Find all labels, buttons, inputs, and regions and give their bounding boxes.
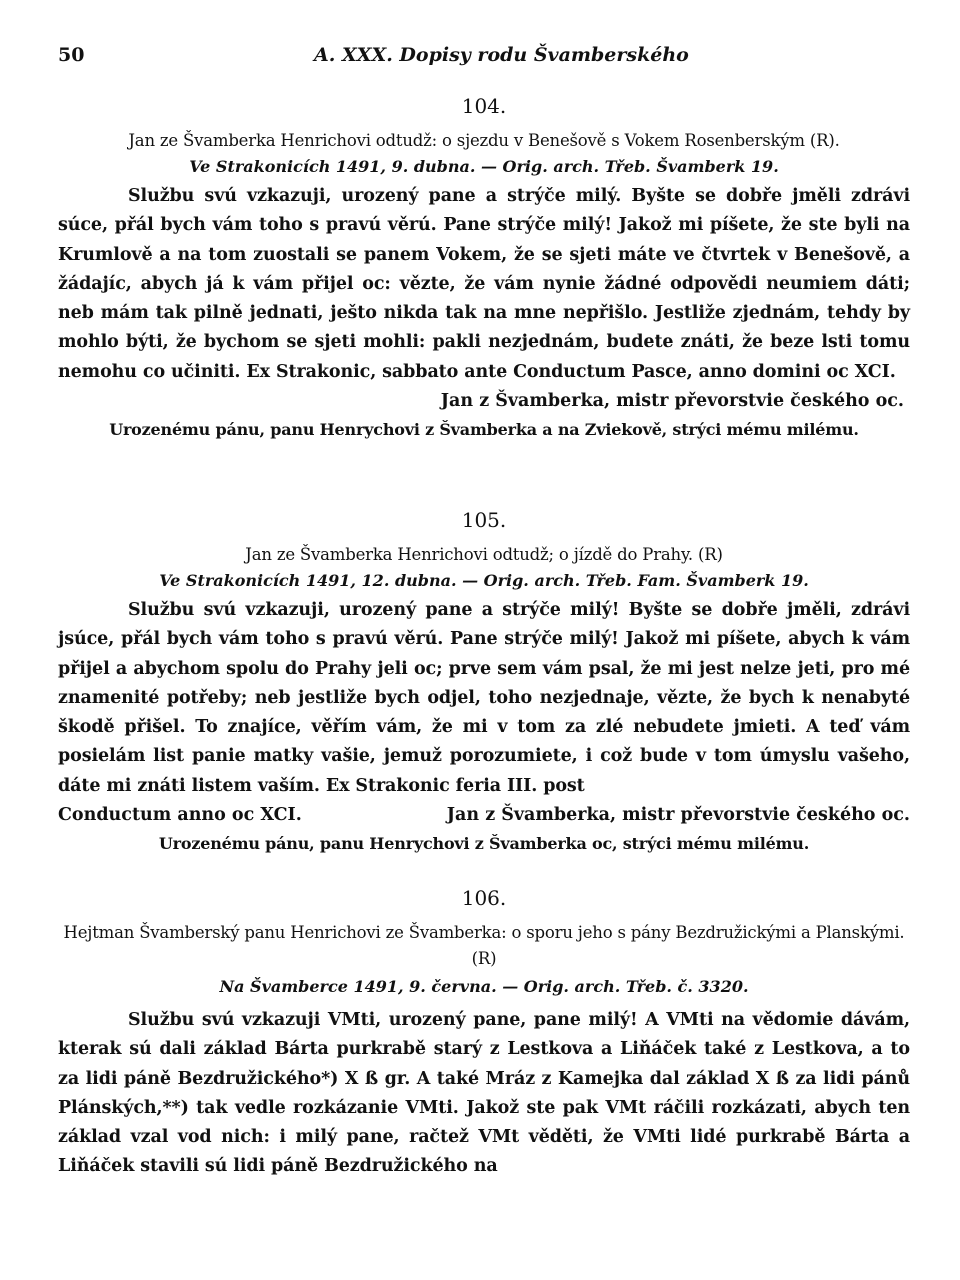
document-source: Ve Strakonicích 1491, 9. dubna. — Orig. arch. Třeb. Švamberk 19.	[189, 157, 779, 176]
paragraph: Službu svú vzkazuji, urozený pane a strýče milý. Byšte se dobře jměli zdrávi súce, přál bych vám toho s pravú věrú. Pane strýče milý! Jakož mi píšete, že ste byli na Krumlově a na tom zuostali se panem Vokem, že se sjeti máte ve čtvrtek v Benešově, a žádajíc, abych já k vám přijel oc: vězte, že vám nynie žádné odpovědi neumiem dáti; neb mám tak pilně jednati, ješto nikda tak na mne nepřišlo. Jestliže zjednám, tehdy by mohlo býti, že bychom se sjeti mohli: pakli nezjednám, budete znáti, že beze lsti tomu nemohu co učiniti. Ex Strakonic, sabbato ante Conductum Pasce, anno domini oc XCI.	[58, 186, 910, 382]
document-source: Ve Strakonicích 1491, 12. dubna. — Orig. arch. Třeb. Fam. Švamberk 19.	[159, 571, 809, 590]
document-heading: Hejtman Švamberský panu Henrichovi ze Švamberka: o sporu jeho s pány Bezdružickými a Planskými. (R)	[63, 923, 905, 968]
running-title: A. XXX. Dopisy rodu Švamberského	[314, 44, 689, 66]
closing-date: Conductum anno oc XCI.	[58, 805, 302, 826]
document-106	[58, 884, 910, 1182]
document-number: 104.	[461, 94, 507, 118]
paragraph: Službu svú vzkazuji, urozený pane a strýče milý! Byšte se dobře jměli, zdrávi jsúce, přál bych vám toho s pravú věrú. Pane strýče milý! Jakož mi píšete, abych k vám přijel a abychom spolu do Prahy jeli oc; prve sem vám psal, že mi jest nelze jeti, pro mé znamenité potřeby; neb jestliže bych odjel, toho nezjednaje, vězte, že bych k nenabyté škodě přišel. To znajíce, věřím vám, že mi v tom za zlé nebudete jmieti. A teď vám posielám list panie matky vašie, jemuž porozumiete, i což bude v tom úmyslu vašeho, dáte mi znáti listem vaším. Ex Strakonic feria III. post	[58, 600, 910, 796]
address-line: Urozenému pánu, panu Henrychovi z Švamberka a na Zviekově, strýci mému milému.	[109, 420, 859, 440]
document-number: 105.	[461, 508, 507, 532]
document-number: 106.	[461, 886, 507, 910]
document-105	[58, 506, 910, 858]
document-source: Na Švamberce 1491, 9. června. — Orig. arch. Třeb. č. 3320.	[219, 977, 749, 996]
address-line: Urozenému pánu, panu Henrychovi z Švamberka oc, strýci mému milému.	[158, 834, 810, 854]
document-heading: Jan ze Švamberka Henrichovi odtudž: o sjezdu v Benešově s Vokem Rosenberským (R).	[128, 131, 840, 150]
document-104	[58, 92, 910, 444]
closing-line	[58, 801, 910, 830]
signature: Jan z Švamberka, mistr převorstvie českého oc.	[440, 391, 904, 412]
page-number: 50	[58, 44, 85, 66]
signature: Jan z Švamberka, mistr převorstvie českého oc.	[446, 805, 910, 826]
document-heading: Jan ze Švamberka Henrichovi odtudž; o jízdě do Prahy. (R)	[245, 545, 723, 564]
document-body	[58, 1006, 910, 1182]
document-body	[58, 182, 910, 387]
running-head	[58, 44, 910, 74]
document-body	[58, 596, 910, 801]
paragraph: Službu svú vzkazuji VMti, urozený pane, pane milý! A VMti na vědomie dávám, kterak sú dali základ Bárta purkrabě starý z Lestkova a Liňáček také z Lestkova, a to za lidi páně Bezdružického*) X ß gr. A také Mráz z Kamejka dal základ X ß za lidi pánů Plánských,**) tak vedle rozkázanie VMti. Jakož ste pak VMt ráčili rozkázati, abych ten základ vzal vod nich: i milý pane, račtež VMt věděti, že VMti lidé purkrabě Bárta a Liňáček stavili sú lidi páně Bezdružického na	[58, 1010, 910, 1177]
